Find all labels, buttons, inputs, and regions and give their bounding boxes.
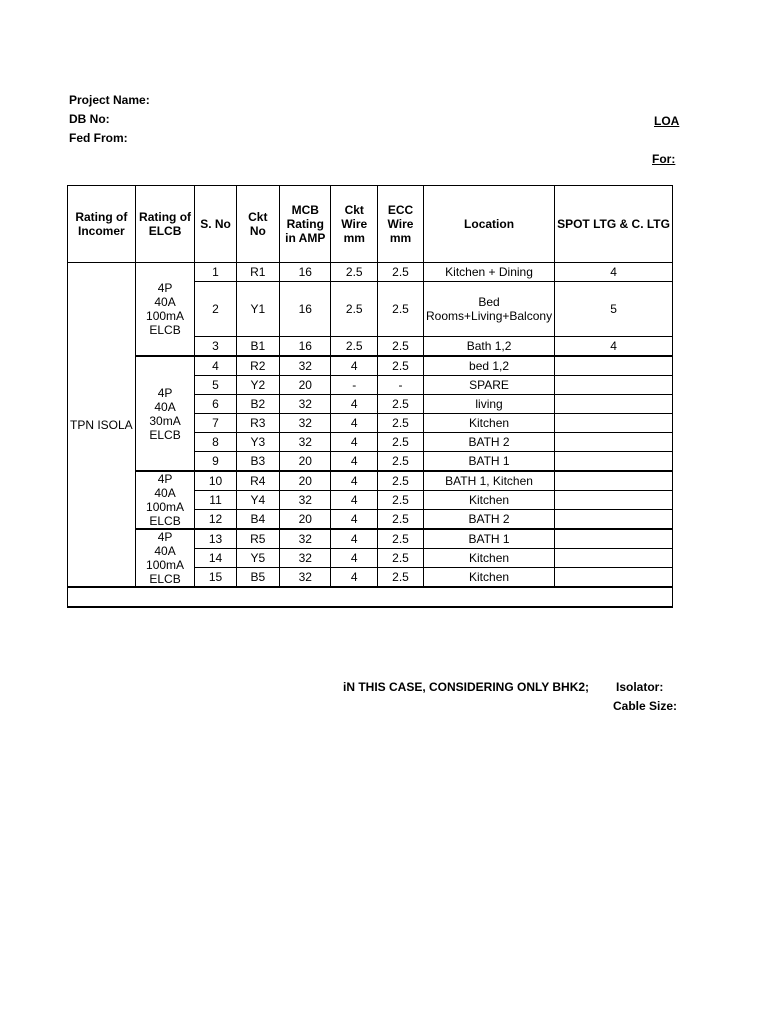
table-footer-cell: [68, 587, 673, 607]
mcb-rating-cell: 32: [280, 568, 331, 588]
location-cell: Bath 1,2: [424, 337, 555, 357]
load-schedule-table-container: [67, 185, 673, 605]
spot-ltg-cell: [555, 510, 673, 530]
ecc-wire-cell: 2.5: [378, 471, 424, 491]
mcb-rating-cell: 20: [280, 510, 331, 530]
sno-cell: 9: [195, 452, 236, 472]
sno-cell: 7: [195, 414, 236, 433]
ecc-wire-cell: 2.5: [378, 395, 424, 414]
ecc-wire-cell: 2.5: [378, 529, 424, 549]
spot-ltg-cell: [555, 376, 673, 395]
ecc-wire-cell: 2.5: [378, 414, 424, 433]
spot-ltg-cell: 4: [555, 337, 673, 357]
ckt-wire-cell: 4: [331, 395, 378, 414]
fed-from-label: Fed From:: [69, 131, 128, 145]
sno-cell: 11: [195, 491, 236, 510]
mcb-rating-cell: 32: [280, 529, 331, 549]
location-cell: BATH 1, Kitchen: [424, 471, 555, 491]
ecc-wire-cell: 2.5: [378, 263, 424, 282]
location-cell: Bed Rooms+Living+Balcony: [424, 282, 555, 337]
table-row: [68, 471, 673, 491]
ckt-no-cell: B2: [236, 395, 279, 414]
sno-cell: 1: [195, 263, 236, 282]
spot-ltg-cell: [555, 395, 673, 414]
ckt-no-cell: B3: [236, 452, 279, 472]
ckt-wire-cell: 2.5: [331, 337, 378, 357]
mcb-rating-cell: 16: [280, 263, 331, 282]
location-cell: Kitchen: [424, 414, 555, 433]
sno-cell: 2: [195, 282, 236, 337]
ckt-no-cell: R5: [236, 529, 279, 549]
ecc-wire-cell: 2.5: [378, 491, 424, 510]
ecc-wire-cell: 2.5: [378, 282, 424, 337]
ckt-no-cell: B5: [236, 568, 279, 588]
ckt-wire-cell: 4: [331, 491, 378, 510]
ckt-wire-cell: 4: [331, 529, 378, 549]
col-header-location: Location: [424, 186, 555, 263]
location-cell: Kitchen: [424, 491, 555, 510]
ckt-no-cell: Y4: [236, 491, 279, 510]
location-cell: Kitchen: [424, 568, 555, 588]
mcb-rating-cell: 32: [280, 433, 331, 452]
location-cell: SPARE: [424, 376, 555, 395]
mcb-rating-cell: 16: [280, 337, 331, 357]
mcb-rating-cell: 32: [280, 491, 331, 510]
mcb-rating-cell: 20: [280, 376, 331, 395]
ckt-no-cell: Y2: [236, 376, 279, 395]
col-header-spot-ltg: SPOT LTG & C. LTG: [555, 186, 673, 263]
elcb-cell: 4P 40A 100mA ELCB: [135, 471, 195, 529]
ckt-wire-cell: 4: [331, 549, 378, 568]
mcb-rating-cell: 32: [280, 356, 331, 376]
ckt-no-cell: Y5: [236, 549, 279, 568]
ckt-wire-cell: 4: [331, 471, 378, 491]
sno-cell: 6: [195, 395, 236, 414]
ecc-wire-cell: 2.5: [378, 510, 424, 530]
table-row: [68, 263, 673, 282]
sno-cell: 8: [195, 433, 236, 452]
spot-ltg-cell: [555, 568, 673, 588]
location-cell: BATH 1: [424, 529, 555, 549]
ckt-wire-cell: 4: [331, 414, 378, 433]
spot-ltg-cell: [555, 414, 673, 433]
spot-ltg-cell: 4: [555, 263, 673, 282]
location-cell: bed 1,2: [424, 356, 555, 376]
load-schedule-table: [67, 185, 673, 608]
col-header-ckt-wire: Ckt Wire mm: [331, 186, 378, 263]
db-no-label: DB No:: [69, 112, 110, 126]
mcb-rating-cell: 20: [280, 452, 331, 472]
ckt-wire-cell: 4: [331, 452, 378, 472]
sno-cell: 14: [195, 549, 236, 568]
col-header-ckt-no: Ckt No: [236, 186, 279, 263]
spot-ltg-cell: 5: [555, 282, 673, 337]
location-cell: living: [424, 395, 555, 414]
col-header-sno: S. No: [195, 186, 236, 263]
ckt-no-cell: B1: [236, 337, 279, 357]
location-cell: Kitchen: [424, 549, 555, 568]
sno-cell: 12: [195, 510, 236, 530]
sno-cell: 15: [195, 568, 236, 588]
ecc-wire-cell: -: [378, 376, 424, 395]
load-schedule-title: LOA: [654, 114, 680, 128]
mcb-rating-cell: 32: [280, 414, 331, 433]
elcb-cell: 4P 40A 30mA ELCB: [135, 356, 195, 471]
spot-ltg-cell: [555, 491, 673, 510]
ckt-no-cell: R4: [236, 471, 279, 491]
isolator-label: Isolator:: [616, 680, 664, 694]
spot-ltg-cell: [555, 433, 673, 452]
table-header-row: [68, 186, 673, 263]
ckt-wire-cell: 4: [331, 568, 378, 588]
mcb-rating-cell: 32: [280, 549, 331, 568]
elcb-cell: 4P 40A 100mA ELCB: [135, 529, 195, 587]
ckt-no-cell: R1: [236, 263, 279, 282]
project-name-label: Project Name:: [69, 93, 150, 107]
ecc-wire-cell: 2.5: [378, 549, 424, 568]
ecc-wire-cell: 2.5: [378, 568, 424, 588]
table-row: [68, 529, 673, 549]
ecc-wire-cell: 2.5: [378, 433, 424, 452]
ecc-wire-cell: 2.5: [378, 452, 424, 472]
table-footer-row: [68, 587, 673, 607]
ckt-no-cell: Y1: [236, 282, 279, 337]
elcb-cell: 4P 40A 100mA ELCB: [135, 263, 195, 357]
footer-note: iN THIS CASE, CONSIDERING ONLY BHK2;: [343, 680, 590, 694]
ckt-no-cell: B4: [236, 510, 279, 530]
ckt-wire-cell: 4: [331, 433, 378, 452]
ckt-wire-cell: 4: [331, 356, 378, 376]
for-label: For:: [652, 152, 676, 166]
spot-ltg-cell: [555, 356, 673, 376]
sno-cell: 5: [195, 376, 236, 395]
location-cell: BATH 2: [424, 510, 555, 530]
ckt-no-cell: R3: [236, 414, 279, 433]
mcb-rating-cell: 16: [280, 282, 331, 337]
mcb-rating-cell: 32: [280, 395, 331, 414]
ckt-wire-cell: 2.5: [331, 263, 378, 282]
col-header-incomer: Rating of Incomer: [68, 186, 136, 263]
location-cell: BATH 2: [424, 433, 555, 452]
cable-size-label: Cable Size:: [613, 699, 678, 713]
sno-cell: 3: [195, 337, 236, 357]
ckt-no-cell: Y3: [236, 433, 279, 452]
spot-ltg-cell: [555, 452, 673, 472]
ecc-wire-cell: 2.5: [378, 337, 424, 357]
col-header-mcb: MCB Rating in AMP: [280, 186, 331, 263]
ckt-wire-cell: -: [331, 376, 378, 395]
table-row: [68, 356, 673, 376]
sno-cell: 10: [195, 471, 236, 491]
col-header-ecc-wire: ECC Wire mm: [378, 186, 424, 263]
spot-ltg-cell: [555, 529, 673, 549]
ckt-wire-cell: 2.5: [331, 282, 378, 337]
ckt-no-cell: R2: [236, 356, 279, 376]
ckt-wire-cell: 4: [331, 510, 378, 530]
spot-ltg-cell: [555, 549, 673, 568]
location-cell: BATH 1: [424, 452, 555, 472]
incomer-cell: TPN ISOLA: [68, 263, 136, 588]
col-header-elcb: Rating of ELCB: [135, 186, 195, 263]
spot-ltg-cell: [555, 471, 673, 491]
mcb-rating-cell: 20: [280, 471, 331, 491]
sno-cell: 13: [195, 529, 236, 549]
location-cell: Kitchen + Dining: [424, 263, 555, 282]
ecc-wire-cell: 2.5: [378, 356, 424, 376]
sno-cell: 4: [195, 356, 236, 376]
